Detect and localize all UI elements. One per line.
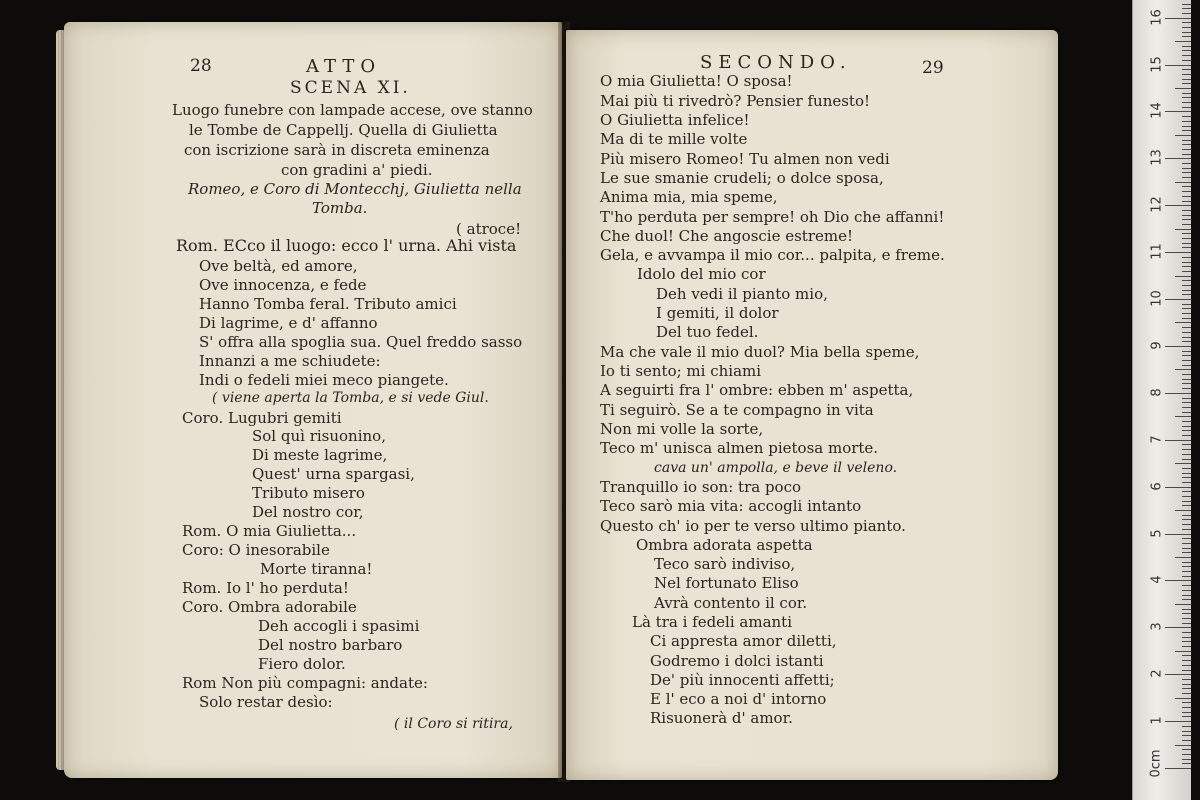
verse-line: Morte tiranna! bbox=[260, 560, 373, 578]
ruler-tick bbox=[1182, 13, 1191, 14]
verse-line: Coro. Ombra adorabile bbox=[182, 598, 357, 616]
ruler-tick bbox=[1182, 140, 1191, 141]
ruler-tick bbox=[1182, 243, 1191, 244]
stage-direction-line: con gradini a' piedi. bbox=[281, 161, 433, 179]
ruler-tick bbox=[1182, 332, 1191, 333]
ruler-tick bbox=[1182, 688, 1191, 689]
ruler-tick bbox=[1175, 604, 1191, 605]
ruler-tick bbox=[1182, 219, 1191, 220]
characters-line: Tomba. bbox=[312, 199, 368, 217]
ruler-tick bbox=[1182, 238, 1191, 239]
verse-line: Mai più ti rivedrò? Pensier funesto! bbox=[600, 92, 871, 110]
ruler-tick bbox=[1182, 97, 1191, 98]
ruler-tick bbox=[1182, 637, 1191, 638]
ruler-number: 6 bbox=[1149, 481, 1165, 491]
ruler-tick bbox=[1175, 322, 1191, 323]
ruler-tick bbox=[1165, 721, 1191, 722]
ruler-tick bbox=[1182, 613, 1191, 614]
ruler-tick bbox=[1175, 88, 1191, 89]
ruler-tick bbox=[1182, 294, 1191, 295]
ruler-tick bbox=[1182, 491, 1191, 492]
ruler-tick bbox=[1182, 55, 1191, 56]
ruler-tick bbox=[1182, 69, 1191, 70]
verse-line: Hanno Tomba feral. Tributo amici bbox=[199, 295, 457, 313]
page-number-right: 29 bbox=[922, 58, 944, 78]
ruler-tick bbox=[1182, 754, 1191, 755]
ruler-tick bbox=[1182, 566, 1191, 567]
ruler-tick bbox=[1182, 27, 1191, 28]
ruler-tick bbox=[1182, 435, 1191, 436]
verse-line: Deh accogli i spasimi bbox=[258, 617, 420, 635]
ruler-number: 9 bbox=[1149, 341, 1165, 350]
verse-line: Io ti sento; mi chiami bbox=[600, 362, 762, 380]
verse-line: Tranquillo io son: tra poco bbox=[600, 478, 802, 496]
ruler-tick bbox=[1182, 388, 1191, 389]
ruler-tick bbox=[1182, 501, 1191, 502]
ruler-tick bbox=[1182, 421, 1191, 422]
ruler-tick bbox=[1182, 266, 1191, 267]
ruler-tick bbox=[1182, 379, 1191, 380]
ruler-tick bbox=[1182, 215, 1191, 216]
ruler-tick bbox=[1182, 8, 1191, 9]
ruler-tick bbox=[1182, 191, 1191, 192]
verse-line: Rom Non più compagni: andate: bbox=[182, 674, 428, 692]
ruler-tick bbox=[1182, 285, 1191, 286]
verse-line: ( atroce! bbox=[456, 220, 522, 238]
ruler-tick bbox=[1182, 684, 1191, 685]
ruler-number: 12 bbox=[1149, 196, 1165, 213]
ruler-tick bbox=[1182, 763, 1191, 764]
ruler-tick bbox=[1182, 172, 1191, 173]
ruler-tick bbox=[1182, 374, 1191, 375]
ruler-tick bbox=[1165, 346, 1191, 347]
ruler-tick bbox=[1175, 651, 1191, 652]
verse-line: Teco sarò mia vita: accogli intanto bbox=[600, 497, 862, 515]
ruler-tick bbox=[1182, 341, 1191, 342]
ruler-tick bbox=[1175, 416, 1191, 417]
ruler-tick bbox=[1182, 36, 1191, 37]
verse-line: Fiero dolor. bbox=[258, 655, 346, 673]
ruler-tick bbox=[1182, 271, 1191, 272]
characters-line: Romeo, e Coro di Montecchj, Giulietta nella bbox=[188, 180, 522, 198]
ruler-tick bbox=[1182, 149, 1191, 150]
ruler-tick bbox=[1182, 430, 1191, 431]
ruler-tick bbox=[1182, 679, 1191, 680]
ruler-tick bbox=[1182, 144, 1191, 145]
ruler-tick bbox=[1182, 32, 1191, 33]
right-page bbox=[566, 30, 1058, 780]
verse-line: Più misero Romeo! Tu almen non vedi bbox=[600, 150, 890, 168]
verse-line: Rom. Io l' ho perduta! bbox=[182, 579, 349, 597]
ruler-tick bbox=[1182, 496, 1191, 497]
verse-line: Innanzi a me schiudete: bbox=[199, 352, 381, 370]
ruler-number: 3 bbox=[1149, 622, 1165, 631]
ruler-tick bbox=[1165, 65, 1191, 66]
verse-line: I gemiti, il dolor bbox=[656, 304, 779, 322]
ruler-tick bbox=[1182, 224, 1191, 225]
verse-line: Rom. ECco il luogo: ecco l' urna. Ahi vista bbox=[176, 236, 517, 255]
running-head-right: SECONDO. bbox=[700, 52, 852, 73]
ruler-tick bbox=[1165, 299, 1191, 300]
ruler-tick bbox=[1182, 609, 1191, 610]
stage-direction-line: con iscrizione sarà in discreta eminenza bbox=[184, 141, 490, 159]
ruler-tick bbox=[1182, 407, 1191, 408]
verse-line: Teco sarò indiviso, bbox=[654, 555, 796, 573]
ruler-tick bbox=[1182, 4, 1191, 5]
ruler-tick bbox=[1175, 229, 1191, 230]
verse-line: Là tra i fedeli amanti bbox=[632, 613, 793, 631]
verse-line: Del tuo fedel. bbox=[656, 323, 759, 341]
ruler-tick bbox=[1182, 655, 1191, 656]
ruler-tick bbox=[1182, 548, 1191, 549]
verse-line: Solo restar desìo: bbox=[199, 693, 333, 711]
ruler-tick bbox=[1182, 482, 1191, 483]
ruler-tick bbox=[1182, 201, 1191, 202]
ruler-tick bbox=[1175, 698, 1191, 699]
ruler-number: 14 bbox=[1149, 102, 1165, 120]
ruler-tick bbox=[1182, 177, 1191, 178]
verse-line: Del nostro cor, bbox=[252, 503, 364, 521]
ruler-tick bbox=[1182, 186, 1191, 187]
verse-line: Teco m' unisca almen pietosa morte. bbox=[600, 439, 879, 457]
ruler-tick bbox=[1165, 580, 1191, 581]
ruler-tick bbox=[1182, 290, 1191, 291]
ruler-tick bbox=[1182, 543, 1191, 544]
ruler-number: 2 bbox=[1149, 669, 1165, 678]
ruler-tick bbox=[1182, 121, 1191, 122]
verse-line: T'ho perduta per sempre! oh Dio che affanni! bbox=[600, 208, 945, 226]
ruler-tick bbox=[1182, 102, 1191, 103]
ruler-tick bbox=[1182, 716, 1191, 717]
ruler-tick bbox=[1182, 74, 1191, 75]
ruler-tick bbox=[1182, 515, 1191, 516]
ruler-number: 1 bbox=[1149, 716, 1165, 725]
ruler-tick bbox=[1182, 262, 1191, 263]
ruler-tick bbox=[1175, 276, 1191, 277]
verse-line: Godremo i dolci istanti bbox=[650, 652, 824, 670]
ruler-tick bbox=[1182, 473, 1191, 474]
ruler-tick bbox=[1182, 60, 1191, 61]
ruler-tick bbox=[1182, 571, 1191, 572]
ruler-tick bbox=[1182, 412, 1191, 413]
ruler-tick bbox=[1182, 351, 1191, 352]
verse-line: Questo ch' io per te verso ultimo pianto. bbox=[600, 517, 906, 535]
ruler-tick bbox=[1165, 768, 1191, 769]
ruler-tick bbox=[1182, 646, 1191, 647]
ruler-number: 15 bbox=[1149, 55, 1165, 73]
verse-line: O mia Giulietta! O sposa! bbox=[600, 72, 793, 90]
ruler-tick bbox=[1165, 111, 1191, 112]
ruler-tick bbox=[1182, 93, 1191, 94]
page-number-left: 28 bbox=[190, 56, 212, 76]
verse-line: Deh vedi il pianto mio, bbox=[656, 285, 828, 303]
ruler-tick bbox=[1182, 210, 1191, 211]
ruler-tick bbox=[1182, 163, 1191, 164]
ruler-tick bbox=[1175, 745, 1191, 746]
ruler-tick bbox=[1165, 487, 1191, 488]
ruler-tick bbox=[1182, 318, 1191, 319]
ruler-tick bbox=[1182, 623, 1191, 624]
ruler-tick bbox=[1182, 552, 1191, 553]
verse-line: Coro: O inesorabile bbox=[182, 541, 330, 559]
left-page bbox=[64, 22, 562, 778]
running-head-left: ATTO bbox=[306, 56, 382, 77]
stage-direction-line: Luogo funebre con lampade accese, ove stanno bbox=[172, 101, 533, 119]
stage-direction-line: cava un' ampolla, e beve il veleno. bbox=[654, 460, 898, 476]
verse-line: Gela, e avvampa il mio cor... palpita, e freme. bbox=[600, 246, 945, 264]
ruler-number: 10 bbox=[1149, 290, 1165, 307]
ruler-tick bbox=[1182, 304, 1191, 305]
verse-line: Che duol! Che angoscie estreme! bbox=[600, 227, 854, 245]
ruler-tick bbox=[1175, 369, 1191, 370]
ruler-tick bbox=[1182, 562, 1191, 563]
ruler-tick bbox=[1182, 759, 1191, 760]
ruler-tick bbox=[1165, 252, 1191, 253]
ruler-tick bbox=[1182, 46, 1191, 47]
ruler-tick bbox=[1182, 529, 1191, 530]
ruler-number: 4 bbox=[1149, 575, 1165, 585]
stage-direction-line: le Tombe de Cappellj. Quella di Giulietta bbox=[189, 121, 498, 139]
stage-direction-line: ( viene aperta la Tomba, e si vede Giul. bbox=[212, 390, 489, 406]
verse-line: Del nostro barbaro bbox=[258, 636, 403, 654]
ruler-number: 5 bbox=[1149, 528, 1165, 538]
verse-line: Ti seguirò. Se a te compagno in vita bbox=[600, 401, 874, 419]
ruler-number: 11 bbox=[1149, 243, 1165, 260]
ruler-tick bbox=[1182, 576, 1191, 577]
ruler-tick bbox=[1182, 308, 1191, 309]
verse-line: Ci appresta amor diletti, bbox=[650, 632, 837, 650]
ruler-tick bbox=[1182, 731, 1191, 732]
ruler-tick bbox=[1182, 168, 1191, 169]
ruler-tick bbox=[1182, 50, 1191, 51]
ruler-tick bbox=[1182, 712, 1191, 713]
ruler-tick bbox=[1182, 130, 1191, 131]
ruler-tick bbox=[1165, 158, 1191, 159]
ruler-number: 8 bbox=[1149, 388, 1165, 397]
scene-title: SCENA XI. bbox=[290, 78, 411, 98]
ruler-tick bbox=[1175, 41, 1191, 42]
verse-line: De' più innocenti affetti; bbox=[650, 671, 835, 689]
ruler-tick bbox=[1175, 463, 1191, 464]
verse-line: Ma di te mille volte bbox=[600, 130, 748, 148]
ruler-tick bbox=[1182, 595, 1191, 596]
ruler-tick bbox=[1182, 313, 1191, 314]
ruler-tick bbox=[1182, 426, 1191, 427]
ruler-tick bbox=[1182, 444, 1191, 445]
ruler-tick bbox=[1182, 459, 1191, 460]
verse-line: O Giulietta infelice! bbox=[600, 111, 750, 129]
verse-line: Risuonerà d' amor. bbox=[650, 709, 793, 727]
ruler-tick bbox=[1182, 505, 1191, 506]
ruler-tick bbox=[1182, 618, 1191, 619]
verse-line: Quest' urna spargasi, bbox=[252, 465, 415, 483]
verse-line: Non mi volle la sorte, bbox=[600, 420, 764, 438]
ruler-number: 16 bbox=[1149, 8, 1165, 26]
ruler-tick bbox=[1182, 233, 1191, 234]
ruler-tick bbox=[1182, 365, 1191, 366]
ruler-tick bbox=[1182, 196, 1191, 197]
ruler-tick bbox=[1182, 337, 1191, 338]
ruler-tick bbox=[1175, 182, 1191, 183]
ruler-tick bbox=[1182, 79, 1191, 80]
ruler-tick bbox=[1182, 670, 1191, 671]
ruler-number: 13 bbox=[1149, 149, 1165, 167]
ruler-tick bbox=[1182, 707, 1191, 708]
ruler-tick bbox=[1182, 726, 1191, 727]
verse-line: Di meste lagrime, bbox=[252, 446, 388, 464]
ruler-tick bbox=[1182, 599, 1191, 600]
verse-line: Sol quì risuonino, bbox=[252, 427, 386, 445]
ruler-tick bbox=[1182, 693, 1191, 694]
verse-line: Di lagrime, e d' affanno bbox=[199, 314, 378, 332]
ruler-tick bbox=[1182, 702, 1191, 703]
ruler-tick bbox=[1165, 627, 1191, 628]
verse-line: Avrà contento il cor. bbox=[654, 594, 808, 612]
ruler-tick bbox=[1182, 665, 1191, 666]
ruler-number: 0cm bbox=[1148, 749, 1164, 778]
ruler-tick bbox=[1182, 468, 1191, 469]
stage-direction-line: ( il Coro si ritira, bbox=[394, 716, 513, 732]
ruler-tick bbox=[1182, 83, 1191, 84]
ruler-tick bbox=[1165, 534, 1191, 535]
verse-line: Rom. O mia Giulietta... bbox=[182, 522, 357, 540]
verse-line: Ove innocenza, e fede bbox=[199, 276, 367, 294]
ruler-tick bbox=[1182, 257, 1191, 258]
ruler-tick bbox=[1182, 590, 1191, 591]
ruler-tick bbox=[1182, 454, 1191, 455]
ruler-tick bbox=[1182, 519, 1191, 520]
verse-line: Coro. Lugubri gemiti bbox=[182, 409, 342, 427]
verse-line: Tributo misero bbox=[252, 484, 365, 502]
ruler-tick bbox=[1175, 135, 1191, 136]
ruler-tick bbox=[1182, 383, 1191, 384]
verse-line: E l' eco a noi d' intorno bbox=[650, 690, 827, 708]
verse-line: Anima mia, mia speme, bbox=[600, 188, 778, 206]
verse-line: S' offra alla spoglia sua. Quel freddo sasso bbox=[199, 333, 523, 351]
ruler-tick bbox=[1182, 538, 1191, 539]
ruler-tick bbox=[1182, 740, 1191, 741]
ruler-tick bbox=[1182, 477, 1191, 478]
verse-line: Nel fortunato Eliso bbox=[654, 574, 799, 592]
ruler-tick bbox=[1182, 126, 1191, 127]
ruler-tick bbox=[1182, 735, 1191, 736]
ruler-tick bbox=[1182, 402, 1191, 403]
verse-line: Le sue smanie crudeli; o dolce sposa, bbox=[600, 169, 884, 187]
ruler-tick bbox=[1182, 632, 1191, 633]
verse-line: Indi o fedeli miei meco piangete. bbox=[199, 371, 449, 389]
verse-line: A seguirti fra l' ombre: ebben m' aspetta, bbox=[600, 381, 914, 399]
measurement-ruler bbox=[1132, 0, 1191, 800]
ruler-tick bbox=[1175, 510, 1191, 511]
ruler-tick bbox=[1182, 355, 1191, 356]
ruler-tick bbox=[1165, 205, 1191, 206]
ruler-tick bbox=[1182, 585, 1191, 586]
ruler-number: 7 bbox=[1149, 435, 1165, 444]
ruler-tick bbox=[1165, 18, 1191, 19]
ruler-tick bbox=[1182, 22, 1191, 23]
ruler-tick bbox=[1182, 524, 1191, 525]
verse-line: Ove beltà, ed amore, bbox=[199, 257, 358, 275]
verse-line: Ma che vale il mio duol? Mia bella speme, bbox=[600, 343, 920, 361]
ruler-tick bbox=[1182, 449, 1191, 450]
verse-line: Idolo del mio cor bbox=[637, 265, 766, 283]
ruler-tick bbox=[1182, 116, 1191, 117]
ruler-tick bbox=[1182, 660, 1191, 661]
ruler-tick bbox=[1182, 360, 1191, 361]
ruler-tick bbox=[1165, 674, 1191, 675]
ruler-tick bbox=[1182, 398, 1191, 399]
ruler-tick bbox=[1182, 749, 1191, 750]
ruler-tick bbox=[1182, 154, 1191, 155]
verse-line: Ombra adorata aspetta bbox=[636, 536, 813, 554]
ruler-tick bbox=[1165, 440, 1191, 441]
ruler-tick bbox=[1182, 641, 1191, 642]
ruler-tick bbox=[1182, 247, 1191, 248]
ruler-tick bbox=[1165, 393, 1191, 394]
ruler-tick bbox=[1182, 107, 1191, 108]
ruler-tick bbox=[1175, 557, 1191, 558]
ruler-tick bbox=[1182, 280, 1191, 281]
ruler-tick bbox=[1182, 327, 1191, 328]
